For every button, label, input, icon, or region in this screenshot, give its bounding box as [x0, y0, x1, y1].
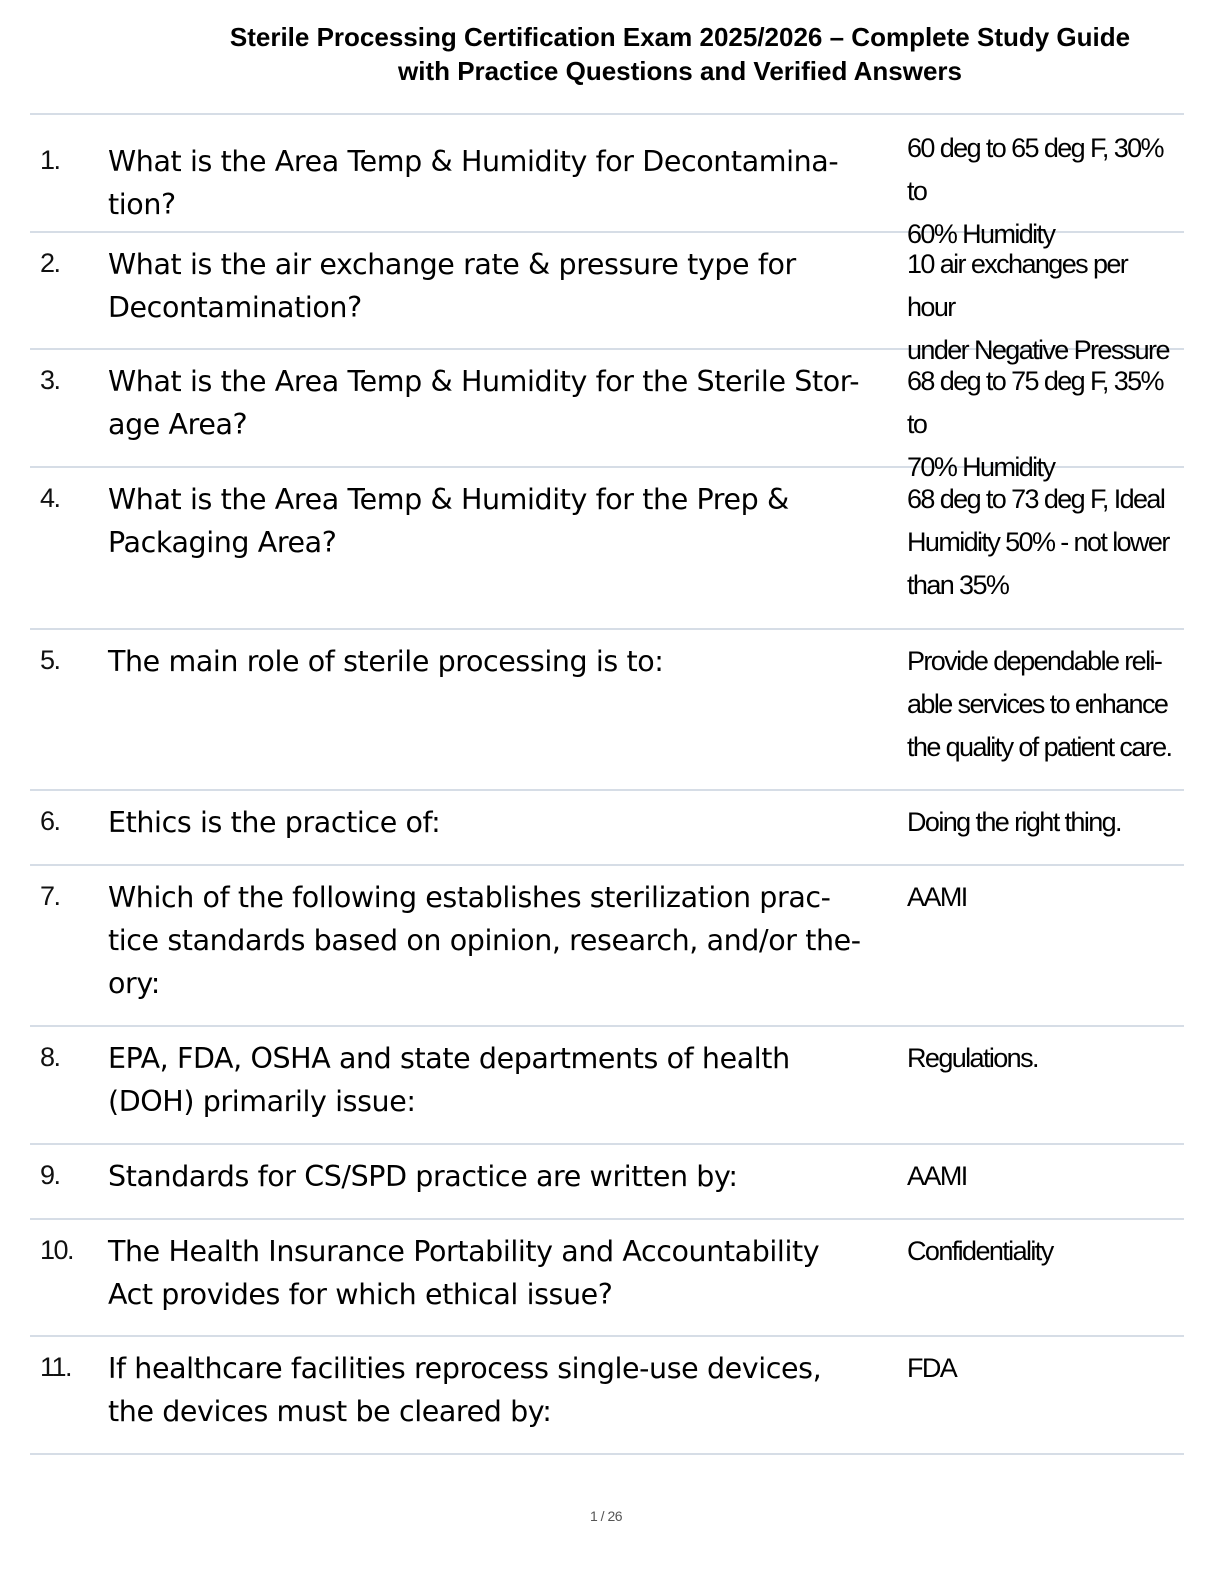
qa-row: [30, 1220, 1184, 1335]
question-line: Standards for CS/SPD practice are written by:: [108, 1160, 738, 1193]
page-indicator: 1 / 26: [589, 1508, 623, 1524]
answer-line: Provide dependable reli-: [907, 646, 1162, 676]
question-line: The Health Insurance Portability and Accountability: [108, 1235, 820, 1268]
answer-line: Confidentiality: [907, 1236, 1053, 1266]
qa-row: [30, 233, 1184, 365]
qa-list: [30, 113, 1184, 1455]
question-line: Decontamination?: [108, 291, 362, 324]
document-title-line-1: Sterile Processing Certification Exam 2025/2026 – Complete Study Guide: [229, 22, 1131, 52]
question-line: Act provides for which ethical issue?: [108, 1278, 613, 1311]
answer-text: [907, 1037, 1177, 1080]
qa-row: [30, 791, 1184, 864]
question-line: tion?: [108, 188, 176, 221]
question-line: EPA, FDA, OSHA and state departments of health: [108, 1042, 790, 1075]
qa-row: [30, 115, 1184, 249]
question-text: [108, 140, 908, 226]
question-line: What is the air exchange rate & pressure type for: [108, 248, 796, 281]
question-number: 7.: [40, 881, 60, 911]
question-number: 9.: [40, 1160, 60, 1190]
qa-row: [30, 468, 1184, 628]
answer-text: [907, 1155, 1177, 1198]
question-number: 4.: [40, 483, 60, 513]
answer-line: FDA: [907, 1353, 957, 1383]
answer-line: 68 deg to 73 deg F, Ideal: [907, 484, 1165, 514]
question-line: the devices must be cleared by:: [108, 1395, 552, 1428]
question-line: tice standards based on opinion, research, and/or the-: [108, 924, 861, 957]
question-text: [108, 243, 908, 329]
question-text: [108, 360, 908, 446]
answer-text: [907, 801, 1177, 844]
question-number: 1.: [40, 145, 60, 175]
qa-row: [30, 1027, 1184, 1143]
question-number: 5.: [40, 645, 60, 675]
question-line: Packaging Area?: [108, 526, 337, 559]
qa-row: [30, 1145, 1184, 1218]
question-line: (DOH) primarily issue:: [108, 1085, 416, 1118]
question-line: Which of the following establishes sterilization prac-: [108, 881, 831, 914]
question-text: [108, 478, 908, 564]
answer-line: Regulations.: [907, 1043, 1038, 1073]
answer-line: AAMI: [907, 1161, 967, 1191]
question-number: 10.: [40, 1235, 74, 1265]
document-title-line-2: with Practice Questions and Verified Answers: [398, 56, 962, 86]
document-title: [130, 20, 1224, 88]
answer-line: 70% Humidity: [907, 452, 1055, 482]
question-line: If healthcare facilities reprocess single-use devices,: [108, 1352, 822, 1385]
question-line: Ethics is the practice of:: [108, 806, 441, 839]
question-line: ory:: [108, 967, 160, 1000]
answer-text: [907, 1230, 1177, 1273]
qa-row: [30, 350, 1184, 482]
qa-row: [30, 630, 1184, 789]
answer-text: [907, 1347, 1177, 1390]
row-divider: [30, 1453, 1184, 1455]
question-line: age Area?: [108, 408, 248, 441]
question-text: [108, 1155, 908, 1198]
answer-line: Doing the right thing.: [907, 807, 1121, 837]
question-number: 8.: [40, 1042, 60, 1072]
answer-line: 68 deg to 75 deg F, 35% to: [907, 366, 1163, 439]
question-text: [108, 801, 908, 844]
question-text: [108, 1037, 908, 1123]
question-number: 2.: [40, 248, 60, 278]
answer-text: [907, 478, 1177, 607]
question-text: [108, 1347, 908, 1433]
question-line: What is the Area Temp & Humidity for the Prep &: [108, 483, 789, 516]
qa-row: [30, 866, 1184, 1025]
answer-text: [907, 640, 1177, 769]
answer-line: 60 deg to 65 deg F, 30% to: [907, 133, 1163, 206]
answer-line: Humidity 50% - not lower: [907, 527, 1169, 557]
question-text: [108, 876, 908, 1005]
answer-line: the quality of patient care.: [907, 732, 1172, 762]
question-line: The main role of sterile processing is to:: [108, 645, 664, 678]
answer-line: 10 air exchanges per hour: [907, 249, 1128, 322]
answer-line: AAMI: [907, 882, 967, 912]
question-number: 11.: [40, 1352, 72, 1382]
qa-row: [30, 1337, 1184, 1453]
answer-line: 60% Humidity: [907, 219, 1055, 249]
question-number: 6.: [40, 806, 60, 836]
question-number: 3.: [40, 365, 60, 395]
question-line: What is the Area Temp & Humidity for Decontamina-: [108, 145, 839, 178]
answer-text: [907, 876, 1177, 919]
answer-line: than 35%: [907, 570, 1009, 600]
question-line: What is the Area Temp & Humidity for the Sterile Stor-: [108, 365, 860, 398]
question-text: [108, 1230, 908, 1316]
answer-line: under Negative Pressure: [907, 335, 1169, 365]
answer-line: able services to enhance: [907, 689, 1168, 719]
question-text: [108, 640, 908, 683]
